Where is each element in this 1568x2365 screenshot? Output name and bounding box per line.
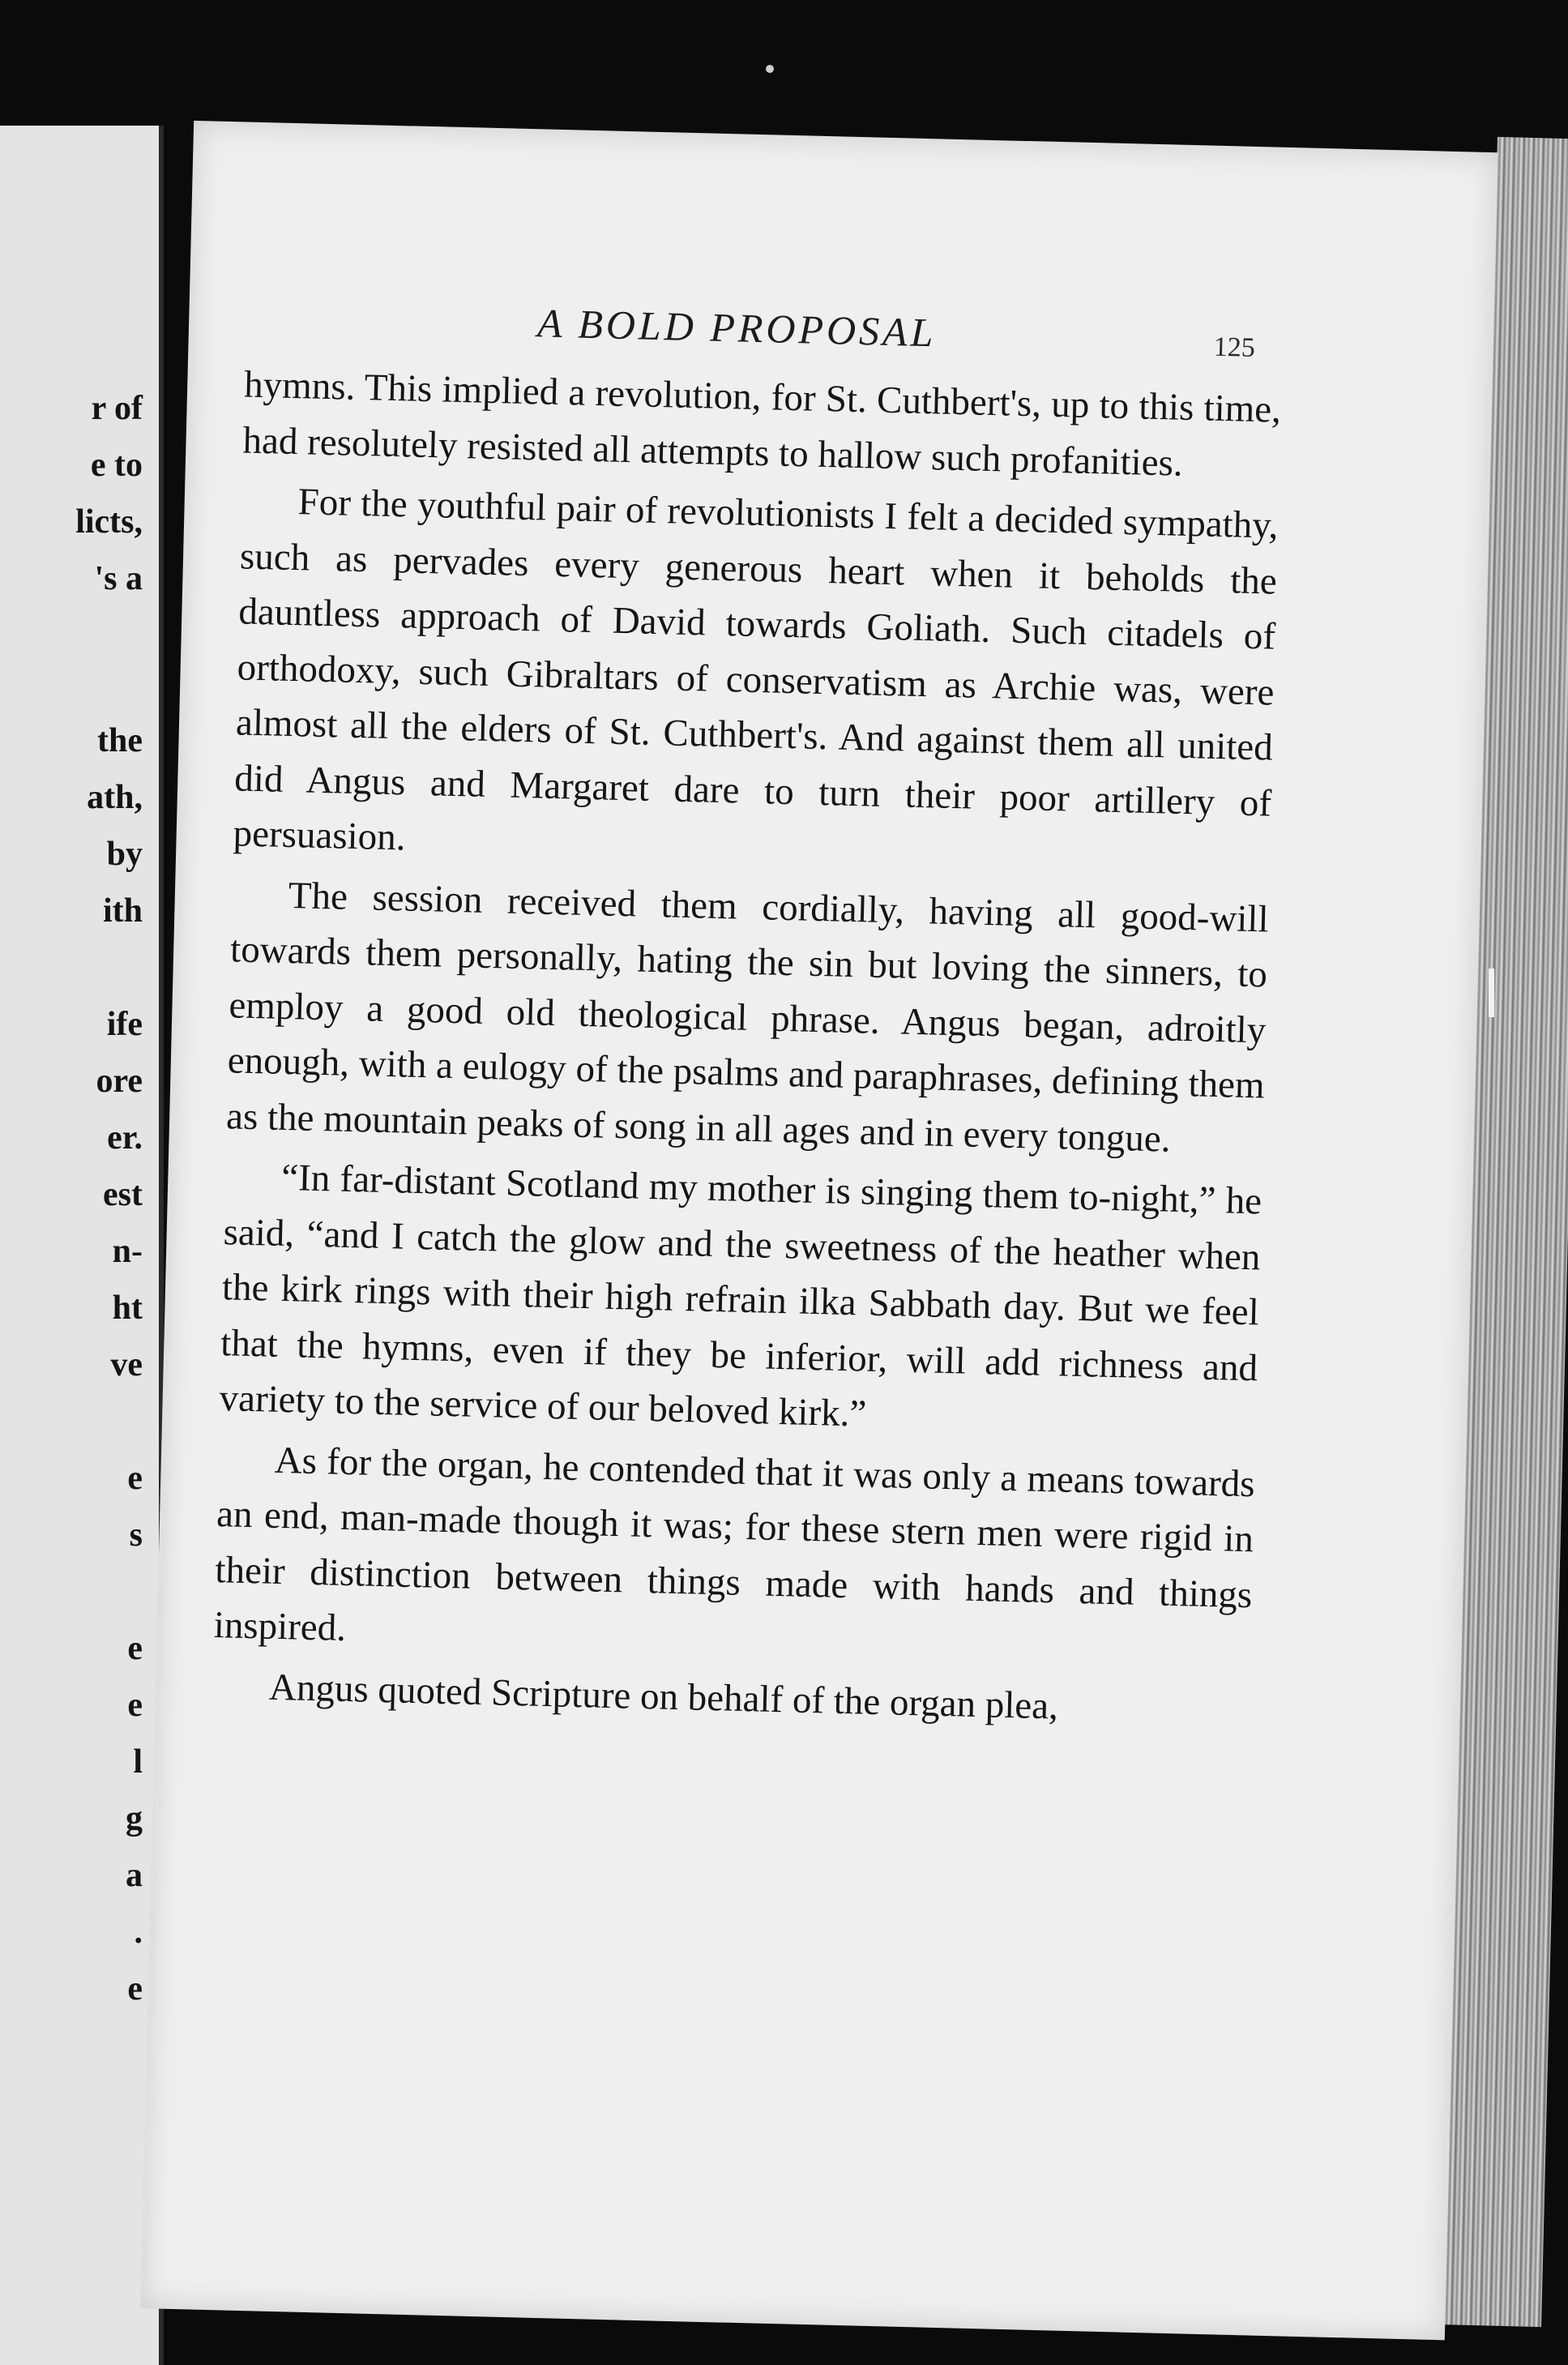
paragraph: Angus quoted Scripture on behalf of the organ plea, [268, 1666, 1059, 1727]
left-fragment: a [126, 1857, 143, 1894]
book-page [140, 121, 1498, 2341]
left-fragment: s [129, 1516, 143, 1554]
left-fragment: ore [96, 1063, 143, 1100]
left-fragment: ht [112, 1289, 143, 1327]
left-fragment: e to [90, 447, 143, 484]
left-fragment: 's a [94, 560, 143, 597]
body-text [211, 357, 1282, 1743]
running-head: A BOLD PROPOSAL [536, 300, 938, 356]
left-fragment: g [126, 1800, 143, 1837]
left-fragment: the [97, 722, 143, 759]
left-fragment: e [127, 1460, 143, 1497]
paragraph: For the youthful pair of revolutionists I felt a decided sympathy, such as pervades every generous heart when it beholds the dauntless approach of David towards Goliath. Such citadels of orthodoxy, such Gibraltars of conservatism as Archie was, were almost all the elders of St. Cuthbert's. And against them all united did Angus and Margaret dare to turn their poor artillery of persuasion. [233, 481, 1280, 859]
paragraph: hymns. This implied a revolution, for St. Cuthbert's, up to this time, had resolutely resisted all attempts to hallow such profanities. [241, 363, 1282, 485]
stray-mark [1489, 969, 1494, 1017]
left-fragment: . [134, 1914, 143, 1951]
left-page-edge [0, 126, 164, 2365]
left-fragment: ith [102, 892, 143, 930]
left-fragment: e [127, 1630, 143, 1667]
left-fragment: n- [112, 1233, 143, 1270]
left-fragment: ath, [87, 779, 143, 816]
stray-dot [766, 65, 774, 73]
left-fragment: ve [110, 1346, 143, 1384]
left-fragment: by [106, 836, 143, 873]
left-fragment: ife [106, 1006, 143, 1043]
paragraph: As for the organ, he contended that it was only a means towards an end, man-made though it was; for these stern men were rigid in their distinction between things made with hands and things inspired. [213, 1439, 1256, 1649]
left-fragment: est [103, 1176, 143, 1213]
left-fragment: er. [107, 1119, 143, 1157]
left-fragment: r of [91, 390, 143, 427]
left-fragment: e [127, 1970, 143, 2008]
left-fragment: l [133, 1743, 143, 1781]
paragraph: “In far-distant Scotland my mother is singing them to-night,” he said, “and I catch the glow and the sweetness of the heather when the kirk rings with their high refrain ilka Sabbath day. But we feel that the hymns, even if they be inferior, will add richness and variety to the service of our beloved kirk.” [219, 1156, 1263, 1435]
paragraph: The session received them cordially, having all good-will towards them personally, hating the sin but loving the sinners, to employ a good old theological phrase. Angus began, adroitly enough, with a eulogy of the psalms and paraphrases, defining them as the mountain peaks of song in all ages and in every tongue. [225, 874, 1270, 1161]
page-number: 125 [1213, 331, 1256, 363]
left-fragment: e [127, 1687, 143, 1724]
left-fragment: licts, [75, 503, 143, 541]
